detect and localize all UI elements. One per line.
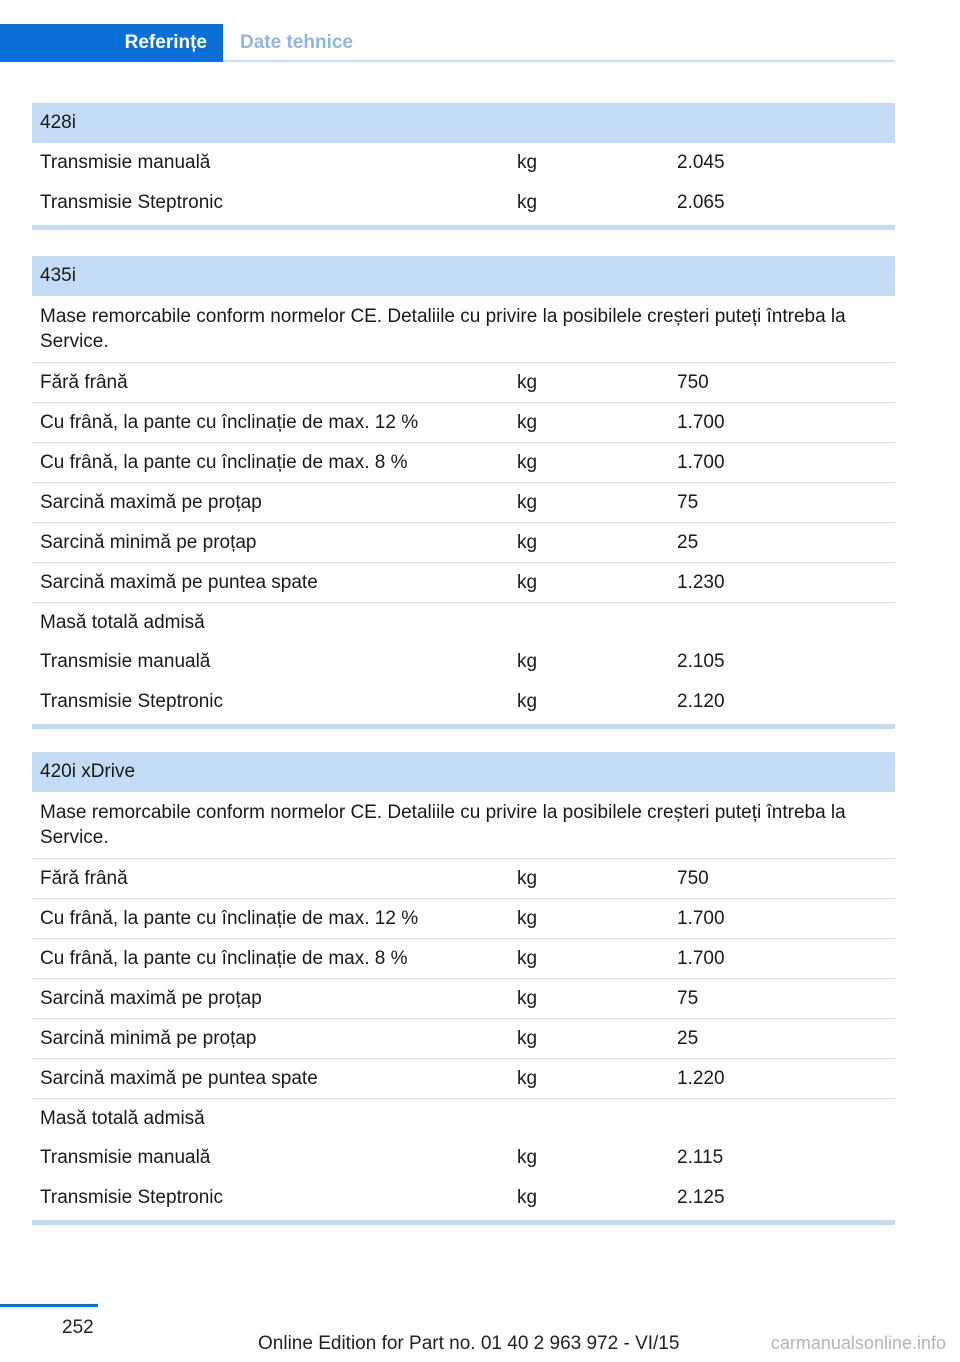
row-value: 1.220 [677,1067,725,1089]
row-value: 75 [677,491,699,513]
row-label: Sarcină maximă pe proțap [40,491,262,513]
row-unit: kg [517,491,538,513]
row-value: 750 [677,371,709,393]
row-label: Fără frână [40,867,128,889]
row-unit: kg [517,907,538,929]
row-unit: kg [517,371,538,393]
table-end-rule [32,1220,895,1225]
row-value: 25 [677,531,699,553]
row-label: Transmisie Steptronic [40,691,224,712]
row-value: 2.115 [677,1147,724,1168]
row-value: 2.125 [677,1187,725,1208]
row-label: Masă totală admisă [40,611,205,633]
table-row [32,898,895,938]
table-row [32,402,895,442]
row-unit: kg [517,451,538,473]
row-value: 1.700 [677,411,725,433]
row-unit: kg [517,987,538,1009]
row-unit: kg [517,571,538,593]
table-row [32,858,895,898]
row-unit: kg [517,152,538,173]
table-end-rule [32,225,895,230]
row-unit: kg [517,1187,538,1208]
row-label: Transmisie manuală [40,152,211,173]
footer-accent-line [0,1304,98,1307]
row-unit: kg [517,531,538,553]
table-row [32,562,895,602]
row-value: 75 [677,987,699,1009]
table-row [32,1018,895,1058]
row-unit: kg [517,1027,538,1049]
row-unit: kg [517,1067,538,1089]
row-value: 1.700 [677,907,725,929]
row-value: 750 [677,867,709,889]
row-label: Transmisie manuală [40,1147,211,1168]
table-row [32,522,895,562]
section-tabs [0,24,895,62]
table-row [32,938,895,978]
table-428i [32,103,895,230]
row-label: Cu frână, la pante cu înclinație de max. 8 % [40,947,408,969]
table-420i-xdrive [32,752,895,1225]
row-value: 25 [677,1027,699,1049]
row-label: Cu frână, la pante cu înclinație de max. 12 % [40,411,419,433]
table-row [32,1178,895,1218]
table-note: Mase remorcabile conform normelor CE. Detaliile cu privire la posibilele creșteri puteți întreba la Service. [40,306,846,352]
row-label: Transmisie Steptronic [40,192,224,213]
row-label: Sarcină minimă pe proțap [40,531,257,553]
table-row [32,482,895,522]
watermark: carmanualsonline.info [770,1333,946,1353]
table-title: 428i [32,103,895,143]
table-row [32,682,895,722]
table-row [32,602,895,642]
table-row [32,978,895,1018]
row-value: 2.120 [677,691,725,712]
row-value: 1.700 [677,947,725,969]
table-row [32,183,895,223]
row-unit: kg [517,1147,538,1168]
table-note: Mase remorcabile conform normelor CE. Detaliile cu privire la posibilele creșteri puteți întreba la Service. [40,802,846,848]
edition-text: Online Edition for Part no. 01 40 2 963 972 - VI/15 [258,1333,680,1354]
row-label: Cu frână, la pante cu înclinație de max. 12 % [40,907,419,929]
table-row [32,442,895,482]
table-title: 420i xDrive [32,752,895,792]
row-unit: kg [517,691,538,712]
row-value: 1.700 [677,451,725,473]
row-unit: kg [517,867,538,889]
row-unit: kg [517,411,538,433]
row-label: Cu frână, la pante cu înclinație de max. 8 % [40,451,408,473]
page-number: 252 [62,1317,94,1338]
table-435i [32,256,895,729]
row-label: Transmisie Steptronic [40,1187,224,1208]
row-unit: kg [517,192,538,213]
row-value: 2.105 [677,651,725,672]
table-end-rule [32,724,895,729]
row-unit: kg [517,947,538,969]
row-value: 2.045 [677,152,725,173]
row-label: Sarcină minimă pe proțap [40,1027,257,1049]
table-row [32,1098,895,1138]
tab-divider [223,60,895,62]
table-row [32,642,895,682]
table-row [32,362,895,402]
tab-referinte[interactable]: Referințe [0,24,223,62]
table-row [32,1058,895,1098]
row-label: Sarcină maximă pe puntea spate [40,571,318,593]
tab-date-tehnice[interactable]: Date tehnice [240,32,353,53]
row-value: 2.065 [677,192,725,213]
row-value: 1.230 [677,571,725,593]
table-row [32,143,895,183]
row-label: Masă totală admisă [40,1107,205,1129]
row-unit: kg [517,651,538,672]
row-label: Transmisie manuală [40,651,211,672]
row-label: Sarcină maximă pe puntea spate [40,1067,318,1089]
row-label: Fără frână [40,371,128,393]
table-title: 435i [32,256,895,296]
table-row [32,1138,895,1178]
row-label: Sarcină maximă pe proțap [40,987,262,1009]
